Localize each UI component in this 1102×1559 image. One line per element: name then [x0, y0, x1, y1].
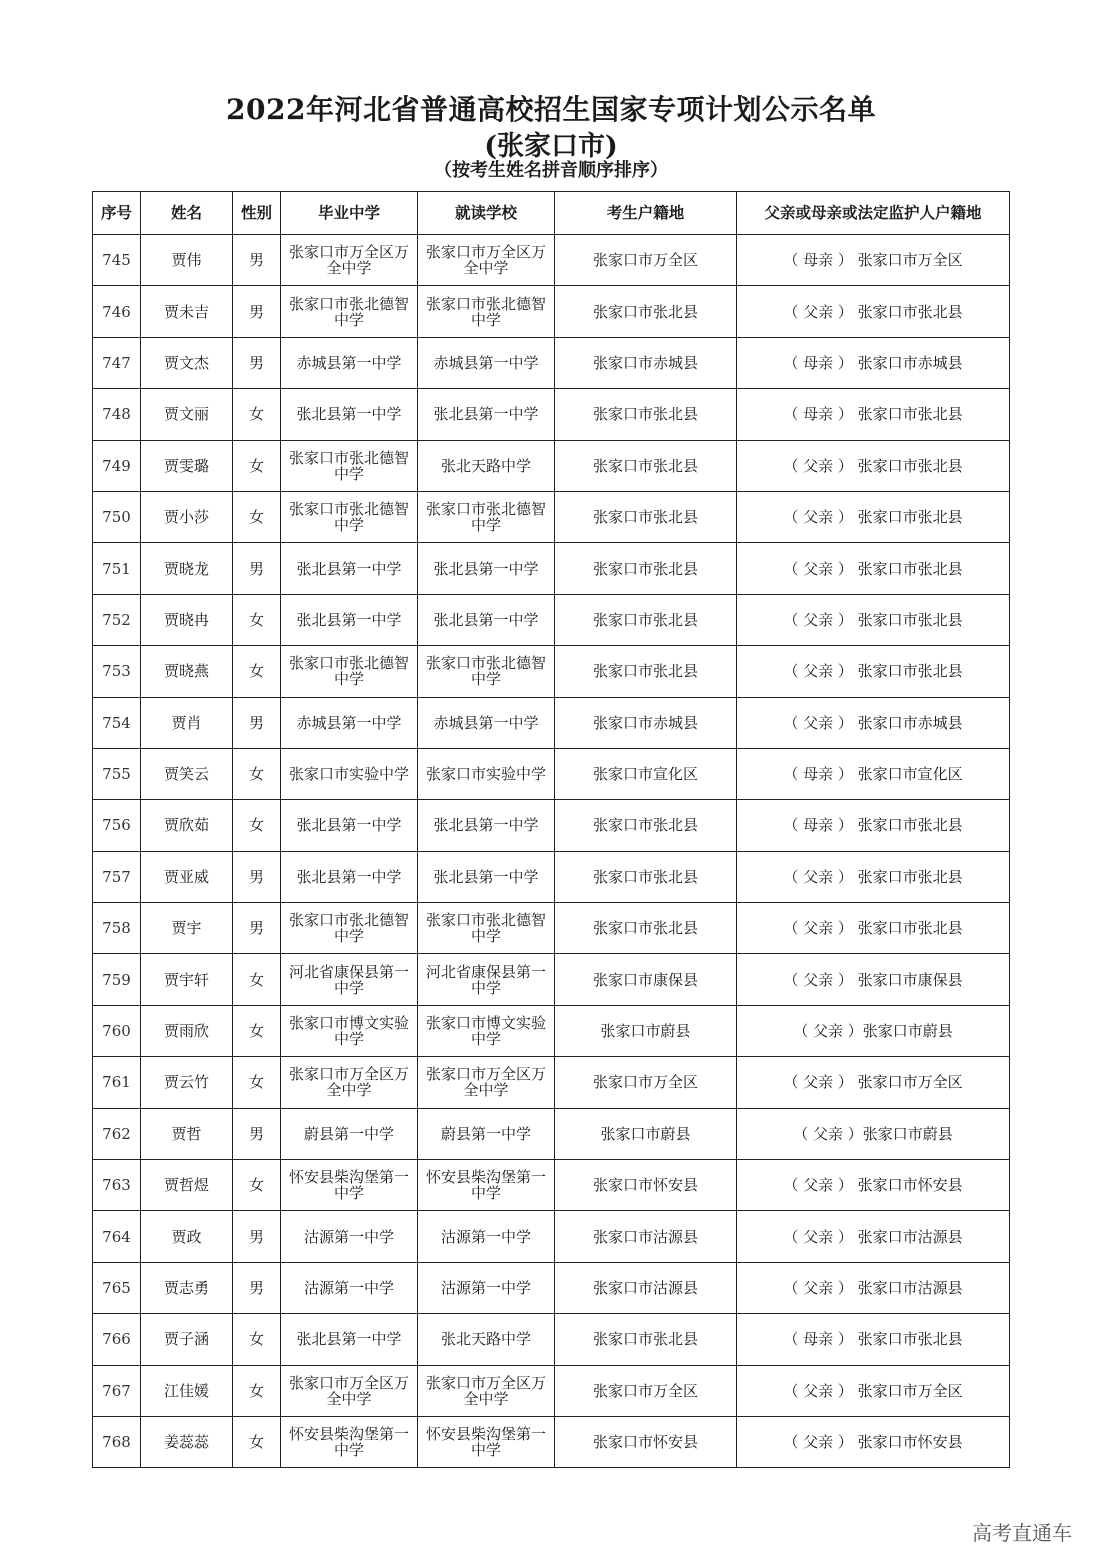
cell-gender: 女 [233, 748, 281, 799]
cell-guardian-hukou: （ 父亲 ） 张家口市怀安县 [737, 1160, 1010, 1211]
cell-seq: 749 [93, 440, 141, 491]
cell-guardian-hukou: （ 父亲 ） 张家口市张北县 [737, 543, 1010, 594]
cell-name: 贾肖 [141, 697, 233, 748]
cell-name: 贾晓冉 [141, 594, 233, 645]
table-row [93, 1211, 1010, 1262]
cell-seq: 766 [93, 1314, 141, 1365]
cell-seq: 761 [93, 1057, 141, 1108]
table-row [93, 1262, 1010, 1313]
cell-name: 贾子涵 [141, 1314, 233, 1365]
cell-gender: 女 [233, 1005, 281, 1056]
cell-current-school: 张家口市万全区万全中学 [418, 1057, 555, 1108]
cell-graduation-school: 沽源第一中学 [281, 1262, 418, 1313]
cell-graduation-school: 张家口市万全区万全中学 [281, 1057, 418, 1108]
header-gender: 性别 [233, 192, 281, 235]
cell-seq: 757 [93, 851, 141, 902]
cell-current-school: 张北县第一中学 [418, 594, 555, 645]
cell-guardian-hukou: （ 父亲 ） 张家口市沽源县 [737, 1211, 1010, 1262]
cell-graduation-school: 张北县第一中学 [281, 389, 418, 440]
cell-seq: 765 [93, 1262, 141, 1313]
table-row [93, 543, 1010, 594]
cell-name: 贾亚威 [141, 851, 233, 902]
cell-graduation-school: 蔚县第一中学 [281, 1108, 418, 1159]
cell-gender: 女 [233, 800, 281, 851]
cell-student-hukou: 张家口市怀安县 [555, 1416, 737, 1467]
cell-student-hukou: 张家口市张北县 [555, 1314, 737, 1365]
table-row [93, 1160, 1010, 1211]
cell-name: 贾雯璐 [141, 440, 233, 491]
table-header-row [93, 192, 1010, 235]
table-row [93, 748, 1010, 799]
cell-gender: 男 [233, 697, 281, 748]
table-row [93, 646, 1010, 697]
cell-guardian-hukou: （ 父亲 ） 张家口市张北县 [737, 491, 1010, 542]
cell-name: 贾哲 [141, 1108, 233, 1159]
cell-guardian-hukou: （ 父亲 ） 张家口市张北县 [737, 903, 1010, 954]
cell-name: 贾文杰 [141, 337, 233, 388]
cell-name: 贾晓燕 [141, 646, 233, 697]
table-row [93, 440, 1010, 491]
cell-seq: 750 [93, 491, 141, 542]
cell-name: 贾政 [141, 1211, 233, 1262]
table-row [93, 697, 1010, 748]
cell-student-hukou: 张家口市蔚县 [555, 1108, 737, 1159]
cell-student-hukou: 张家口市怀安县 [555, 1160, 737, 1211]
page-subtitle-sort-note: （按考生姓名拼音顺序排序） [434, 160, 668, 181]
cell-graduation-school: 赤城县第一中学 [281, 337, 418, 388]
cell-current-school: 张家口市万全区万全中学 [418, 235, 555, 286]
cell-name: 贾宇轩 [141, 954, 233, 1005]
table-row [93, 491, 1010, 542]
header-seq: 序号 [93, 192, 141, 235]
cell-gender: 男 [233, 1262, 281, 1313]
cell-seq: 747 [93, 337, 141, 388]
cell-student-hukou: 张家口市张北县 [555, 646, 737, 697]
cell-graduation-school: 张家口市万全区万全中学 [281, 235, 418, 286]
cell-gender: 女 [233, 594, 281, 645]
cell-seq: 764 [93, 1211, 141, 1262]
cell-current-school: 张北天路中学 [418, 440, 555, 491]
table-row [93, 1314, 1010, 1365]
cell-name: 贾伟 [141, 235, 233, 286]
cell-student-hukou: 张家口市张北县 [555, 903, 737, 954]
cell-guardian-hukou: （ 父亲 ） 张家口市怀安县 [737, 1416, 1010, 1467]
cell-student-hukou: 张家口市张北县 [555, 594, 737, 645]
cell-guardian-hukou: （ 父亲 ） 张家口市康保县 [737, 954, 1010, 1005]
cell-graduation-school: 怀安县柴沟堡第一中学 [281, 1416, 418, 1467]
cell-graduation-school: 张北县第一中学 [281, 851, 418, 902]
table-row [93, 1005, 1010, 1056]
header-name: 姓名 [141, 192, 233, 235]
cell-seq: 751 [93, 543, 141, 594]
cell-student-hukou: 张家口市万全区 [555, 1057, 737, 1108]
cell-student-hukou: 张家口市张北县 [555, 491, 737, 542]
cell-name: 贾志勇 [141, 1262, 233, 1313]
cell-seq: 752 [93, 594, 141, 645]
cell-graduation-school: 怀安县柴沟堡第一中学 [281, 1160, 418, 1211]
cell-current-school: 沽源第一中学 [418, 1262, 555, 1313]
cell-seq: 763 [93, 1160, 141, 1211]
cell-name: 贾笑云 [141, 748, 233, 799]
cell-graduation-school: 河北省康保县第一中学 [281, 954, 418, 1005]
cell-student-hukou: 张家口市张北县 [555, 543, 737, 594]
cell-guardian-hukou: （ 父亲 ）张家口市蔚县 [737, 1108, 1010, 1159]
cell-graduation-school: 沽源第一中学 [281, 1211, 418, 1262]
cell-seq: 759 [93, 954, 141, 1005]
cell-guardian-hukou: （ 父亲 ） 张家口市张北县 [737, 286, 1010, 337]
cell-guardian-hukou: （ 母亲 ） 张家口市宣化区 [737, 748, 1010, 799]
cell-seq: 768 [93, 1416, 141, 1467]
cell-guardian-hukou: （ 父亲 ） 张家口市沽源县 [737, 1262, 1010, 1313]
cell-current-school: 怀安县柴沟堡第一中学 [418, 1416, 555, 1467]
cell-student-hukou: 张家口市张北县 [555, 851, 737, 902]
cell-guardian-hukou: （ 父亲 ）张家口市蔚县 [737, 1005, 1010, 1056]
cell-guardian-hukou: （ 父亲 ） 张家口市张北县 [737, 646, 1010, 697]
cell-guardian-hukou: （ 父亲 ） 张家口市赤城县 [737, 697, 1010, 748]
cell-current-school: 沽源第一中学 [418, 1211, 555, 1262]
cell-guardian-hukou: （ 父亲 ） 张家口市张北县 [737, 851, 1010, 902]
table-row [93, 1108, 1010, 1159]
cell-name: 贾雨欣 [141, 1005, 233, 1056]
cell-current-school: 张北县第一中学 [418, 389, 555, 440]
cell-student-hukou: 张家口市沽源县 [555, 1211, 737, 1262]
cell-gender: 女 [233, 1160, 281, 1211]
cell-name: 贾宇 [141, 903, 233, 954]
cell-name: 贾文丽 [141, 389, 233, 440]
cell-graduation-school: 张家口市张北德智中学 [281, 440, 418, 491]
cell-seq: 753 [93, 646, 141, 697]
table-row [93, 1416, 1010, 1467]
cell-current-school: 赤城县第一中学 [418, 697, 555, 748]
cell-seq: 748 [93, 389, 141, 440]
cell-gender: 女 [233, 1365, 281, 1416]
header-graduation-school: 毕业中学 [281, 192, 418, 235]
cell-current-school: 张北县第一中学 [418, 800, 555, 851]
cell-current-school: 怀安县柴沟堡第一中学 [418, 1160, 555, 1211]
cell-name: 姜蕊蕊 [141, 1416, 233, 1467]
cell-gender: 男 [233, 1108, 281, 1159]
cell-graduation-school: 张家口市张北德智中学 [281, 903, 418, 954]
roster-table [92, 191, 1010, 1468]
cell-graduation-school: 张家口市万全区万全中学 [281, 1365, 418, 1416]
cell-graduation-school: 张家口市张北德智中学 [281, 286, 418, 337]
cell-seq: 745 [93, 235, 141, 286]
cell-graduation-school: 赤城县第一中学 [281, 697, 418, 748]
page-title: 2022年河北省普通高校招生国家专项计划公示名单 [226, 93, 876, 126]
cell-gender: 女 [233, 491, 281, 542]
cell-graduation-school: 张北县第一中学 [281, 800, 418, 851]
cell-current-school: 张家口市博文实验中学 [418, 1005, 555, 1056]
cell-graduation-school: 张北县第一中学 [281, 594, 418, 645]
cell-gender: 男 [233, 235, 281, 286]
cell-gender: 男 [233, 543, 281, 594]
cell-name: 贾未吉 [141, 286, 233, 337]
table-row [93, 337, 1010, 388]
cell-seq: 758 [93, 903, 141, 954]
cell-current-school: 张家口市实验中学 [418, 748, 555, 799]
cell-student-hukou: 张家口市张北县 [555, 440, 737, 491]
cell-student-hukou: 张家口市张北县 [555, 286, 737, 337]
cell-gender: 女 [233, 954, 281, 1005]
cell-seq: 760 [93, 1005, 141, 1056]
cell-student-hukou: 张家口市宣化区 [555, 748, 737, 799]
table-row [93, 286, 1010, 337]
cell-student-hukou: 张家口市赤城县 [555, 337, 737, 388]
cell-guardian-hukou: （ 父亲 ） 张家口市万全区 [737, 1057, 1010, 1108]
cell-current-school: 赤城县第一中学 [418, 337, 555, 388]
table-row [93, 235, 1010, 286]
cell-seq: 762 [93, 1108, 141, 1159]
cell-graduation-school: 张北县第一中学 [281, 543, 418, 594]
header-guardian-hukou: 父亲或母亲或法定监护人户籍地 [737, 192, 1010, 235]
cell-seq: 756 [93, 800, 141, 851]
cell-guardian-hukou: （ 母亲 ） 张家口市赤城县 [737, 337, 1010, 388]
cell-current-school: 张北县第一中学 [418, 543, 555, 594]
cell-guardian-hukou: （ 母亲 ） 张家口市张北县 [737, 389, 1010, 440]
cell-student-hukou: 张家口市万全区 [555, 1365, 737, 1416]
cell-current-school: 张家口市万全区万全中学 [418, 1365, 555, 1416]
table-row [93, 800, 1010, 851]
cell-gender: 女 [233, 389, 281, 440]
cell-seq: 767 [93, 1365, 141, 1416]
cell-guardian-hukou: （ 父亲 ） 张家口市万全区 [737, 1365, 1010, 1416]
cell-guardian-hukou: （ 母亲 ） 张家口市张北县 [737, 800, 1010, 851]
cell-current-school: 张家口市张北德智中学 [418, 491, 555, 542]
cell-current-school: 张北县第一中学 [418, 851, 555, 902]
cell-name: 江佳媛 [141, 1365, 233, 1416]
cell-guardian-hukou: （ 母亲 ） 张家口市万全区 [737, 235, 1010, 286]
cell-gender: 男 [233, 903, 281, 954]
cell-student-hukou: 张家口市沽源县 [555, 1262, 737, 1313]
cell-seq: 754 [93, 697, 141, 748]
cell-graduation-school: 张家口市张北德智中学 [281, 491, 418, 542]
cell-gender: 女 [233, 440, 281, 491]
table-row [93, 851, 1010, 902]
cell-current-school: 张北天路中学 [418, 1314, 555, 1365]
cell-gender: 男 [233, 851, 281, 902]
table-row [93, 1057, 1010, 1108]
cell-gender: 女 [233, 1416, 281, 1467]
cell-student-hukou: 张家口市万全区 [555, 235, 737, 286]
page-subtitle-city: (张家口市) [484, 131, 618, 162]
cell-graduation-school: 张家口市实验中学 [281, 748, 418, 799]
cell-gender: 男 [233, 337, 281, 388]
cell-graduation-school: 张家口市张北德智中学 [281, 646, 418, 697]
header-current-school: 就读学校 [418, 192, 555, 235]
cell-current-school: 张家口市张北德智中学 [418, 646, 555, 697]
cell-name: 贾小莎 [141, 491, 233, 542]
table-row [93, 1365, 1010, 1416]
cell-current-school: 河北省康保县第一中学 [418, 954, 555, 1005]
table-row [93, 389, 1010, 440]
cell-student-hukou: 张家口市蔚县 [555, 1005, 737, 1056]
cell-graduation-school: 张家口市博文实验中学 [281, 1005, 418, 1056]
cell-graduation-school: 张北县第一中学 [281, 1314, 418, 1365]
cell-seq: 755 [93, 748, 141, 799]
watermark: 高考直通车 [972, 1521, 1072, 1545]
cell-name: 贾晓龙 [141, 543, 233, 594]
cell-guardian-hukou: （ 父亲 ） 张家口市张北县 [737, 440, 1010, 491]
cell-gender: 男 [233, 286, 281, 337]
header-student-hukou: 考生户籍地 [555, 192, 737, 235]
cell-gender: 女 [233, 1057, 281, 1108]
cell-current-school: 蔚县第一中学 [418, 1108, 555, 1159]
cell-guardian-hukou: （ 父亲 ） 张家口市张北县 [737, 594, 1010, 645]
cell-current-school: 张家口市张北德智中学 [418, 903, 555, 954]
cell-student-hukou: 张家口市张北县 [555, 800, 737, 851]
table-row [93, 903, 1010, 954]
cell-student-hukou: 张家口市赤城县 [555, 697, 737, 748]
table-row [93, 594, 1010, 645]
cell-guardian-hukou: （ 母亲 ） 张家口市张北县 [737, 1314, 1010, 1365]
cell-student-hukou: 张家口市康保县 [555, 954, 737, 1005]
cell-seq: 746 [93, 286, 141, 337]
cell-name: 贾欣茹 [141, 800, 233, 851]
cell-student-hukou: 张家口市张北县 [555, 389, 737, 440]
cell-gender: 男 [233, 1211, 281, 1262]
cell-current-school: 张家口市张北德智中学 [418, 286, 555, 337]
cell-gender: 女 [233, 1314, 281, 1365]
table-body [93, 235, 1010, 1468]
cell-name: 贾云竹 [141, 1057, 233, 1108]
table-row [93, 954, 1010, 1005]
cell-gender: 女 [233, 646, 281, 697]
cell-name: 贾哲煜 [141, 1160, 233, 1211]
